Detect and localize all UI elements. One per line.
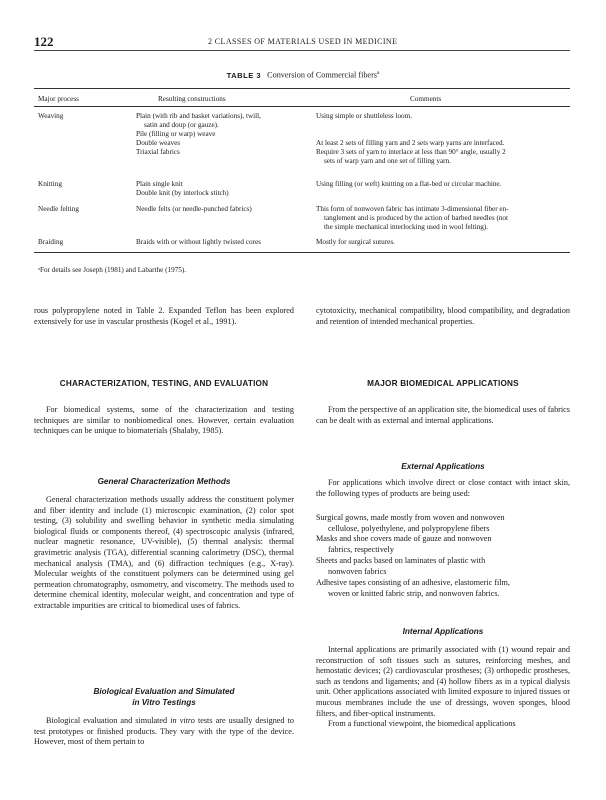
table-header-comments: Comments (410, 95, 442, 103)
subsection-title-internal: Internal Applications (402, 627, 484, 636)
table-bottom-rule (34, 252, 570, 253)
biological-evaluation-text (34, 716, 294, 748)
construction-line: Plain single knit (136, 180, 183, 188)
subsection-title-external: External Applications (401, 462, 485, 471)
internal-text: Internal applications are primarily associated with (1) wound repair and reconstruction of soft tissues such as sutures, reinforcing meshes, and hemostatic devices; (2) cardiovascular prostheses; (3) orthopedic prostheses, such as tendons and ligaments; and (4) hollow fibers as in a typical dialysis unit. Other applications associated with limited exposure to injured tissues or mucous membranes include the use of dressings, woven sponges, blood filters, and fiber-optical instruments. (316, 645, 570, 718)
general-methods-text: General characterization methods usually address the constituent polymer and fiber identity and include (1) microscopic examination, (2) color spot testing, (3) solubility and swelling behavior in synthetic media simulating biological fluids or components thereof, (4) spectroscopic analysis (infrared, nuclear magnetic resonance, UV-visible), (5) thermal analysis: thermal gravimetric analysis (TGA), differential scanning calorimetry (DSC), thermal mechanical analysis (TMA), and (6) diffraction techniques (e.g., X-ray). Molecular weights of the constituent polymers can be determined using gel permeation chromatography, osmometry, and viscometry. The methods used to determine chemical identity, molecular weight, and concentration and type of extractable impurities are critical to biomedical uses of fabrics. (34, 495, 294, 610)
list-item-continuation: fabrics, respectively (328, 544, 394, 554)
list-item (316, 556, 570, 577)
table-cell-constructions-braiding (136, 238, 316, 247)
list-item-first-line: Adhesive tapes consisting of an adhesive, elastomeric film, (316, 578, 510, 587)
construction-line: Plain (with rib and basket variations), twill, (136, 112, 261, 120)
text-emphasis: in vitro (170, 716, 195, 725)
table-cell-comments-needle-felting (316, 205, 570, 232)
comment-line: At least 2 sets of filling yarn and 2 sets warp yarns are interfaced. (316, 139, 505, 147)
applications-intro (316, 405, 570, 426)
comment-line: This form of nonwoven fabric has intimate 3-dimensional fiber en- (316, 205, 509, 213)
section-title-major-applications: MAJOR BIOMEDICAL APPLICATIONS (367, 379, 519, 388)
left-carryover-paragraph (34, 306, 294, 327)
table-header-process: Major process (38, 95, 79, 103)
comment-line: the simple mechanical interlocking used in wool felting). (324, 223, 489, 231)
comment-line: Using filling (or weft) knitting on a flat-bed or circular machine. (316, 180, 502, 188)
chapter-header: 2 CLASSES OF MATERIALS USED IN MEDICINE (208, 37, 398, 46)
list-item-first-line: Sheets and packs based on laminates of plastic with (316, 556, 486, 565)
subsection-title-general-methods: General Characterization Methods (97, 477, 231, 486)
list-item (316, 534, 570, 555)
table-caption (0, 70, 606, 80)
intro-text: From the perspective of an application site, the biomedical uses of fabrics can be dealt with as external and internal applications. (316, 405, 570, 425)
right-carryover-paragraph (316, 306, 570, 327)
table-caption-text: Conversion of Commercial fibers (267, 70, 377, 80)
biological-evaluation-paragraph (34, 716, 294, 748)
construction-line: Double knit (by interlock stitch) (136, 189, 229, 197)
table-cell-comments-weaving (316, 112, 570, 166)
table-caption-mark: a (376, 70, 380, 76)
table-cell-comments-braiding (316, 238, 570, 247)
construction-line: Triaxial fabrics (136, 148, 180, 156)
construction-line: Braids with or without lightly twisted cores (136, 238, 261, 246)
list-item-continuation: cellulose, polyethylene, and polypropylene fibers (328, 523, 490, 533)
characterization-intro (34, 405, 294, 437)
list-item-first-line: Surgical gowns, made mostly from woven and nonwoven (316, 513, 505, 522)
external-intro (316, 478, 570, 499)
subsection-title-line: in Vitro Testings (132, 698, 196, 707)
page-number: 122 (34, 34, 54, 49)
list-item (316, 578, 570, 599)
construction-line: satin and doup (or gauze). (144, 121, 219, 129)
table-header-rule (34, 106, 570, 107)
internal-text-continued: From a functional viewpoint, the biomedical applications (328, 719, 516, 729)
table-top-rule (34, 88, 570, 89)
comment-line: Using simple or shuttleless loom. (316, 112, 413, 120)
text-segment: Biological evaluation and simulated (46, 716, 171, 725)
table-cell-constructions-knitting (136, 180, 316, 198)
subsection-title-biological-evaluation (34, 686, 294, 708)
list-item (316, 513, 570, 534)
subsection-title-line: Biological Evaluation and Simulated (93, 687, 235, 696)
text-segment: tests are usually designed to test prototypes or finished products. They vary with the type of the device. However, most of them pertain to (34, 716, 294, 747)
table-header-constructions: Resulting constructions (158, 95, 226, 103)
comment-line: Require 3 sets of yarn to interlace at less than 90° angle, usually 2 (316, 148, 506, 156)
external-intro-text: For applications which involve direct or close contact with intact skin, the following types of products are being used: (316, 478, 570, 498)
general-methods-paragraph (34, 495, 294, 612)
table-cell-process-knitting: Knitting (38, 180, 62, 188)
section-title-characterization: CHARACTERIZATION, TESTING, AND EVALUATION (59, 379, 269, 388)
table-cell-process-weaving: Weaving (38, 112, 64, 120)
carryover-text: rous polypropylene noted in Table 2. Expanded Teflon has been explored extensively for use in vascular prosthesis (Kogel et al., 1991). (34, 306, 294, 326)
comment-line: Mostly for surgical sutures. (316, 238, 395, 246)
construction-line: Needle felts (or needle-punched fabrics) (136, 205, 252, 213)
table-cell-constructions-weaving (136, 112, 316, 157)
table-cell-comments-knitting (316, 180, 570, 189)
construction-line: Double weaves (136, 139, 181, 147)
table-footnote: ᵃFor details see Joseph (1981) and Labarthe (1975). (38, 266, 187, 274)
construction-line: Pile (filling or warp) weave (136, 130, 216, 138)
carryover-text: cytotoxicity, mechanical compatibility, blood compatibility, and degradation and retention of intended mechanical properties. (316, 306, 570, 326)
table-cell-constructions-needle-felting (136, 205, 316, 214)
comment-line: sets of warp yarn and one set of filling yarn. (324, 157, 451, 165)
list-item-first-line: Masks and shoe covers made of gauze and nonwoven (316, 534, 492, 543)
table-label: TABLE 3 (226, 70, 262, 80)
running-head (34, 36, 570, 51)
internal-paragraph (316, 645, 570, 730)
table-cell-process-braiding: Braiding (38, 238, 64, 246)
comment-line: tanglement and is produced by the action of barbed needles (not (324, 214, 509, 222)
table-cell-process-needle-felting: Needle felting (38, 205, 79, 213)
list-item-continuation: nonwoven fabrics (328, 566, 387, 576)
list-item-continuation: woven or knitted fabric strip, and nonwoven fabrics. (328, 588, 500, 598)
intro-text: For biomedical systems, some of the characterization and testing techniques are similar to nonbiomedical ones. However, certain evaluation techniques can be unique to biomaterials (Shalaby, 1985). (34, 405, 294, 436)
